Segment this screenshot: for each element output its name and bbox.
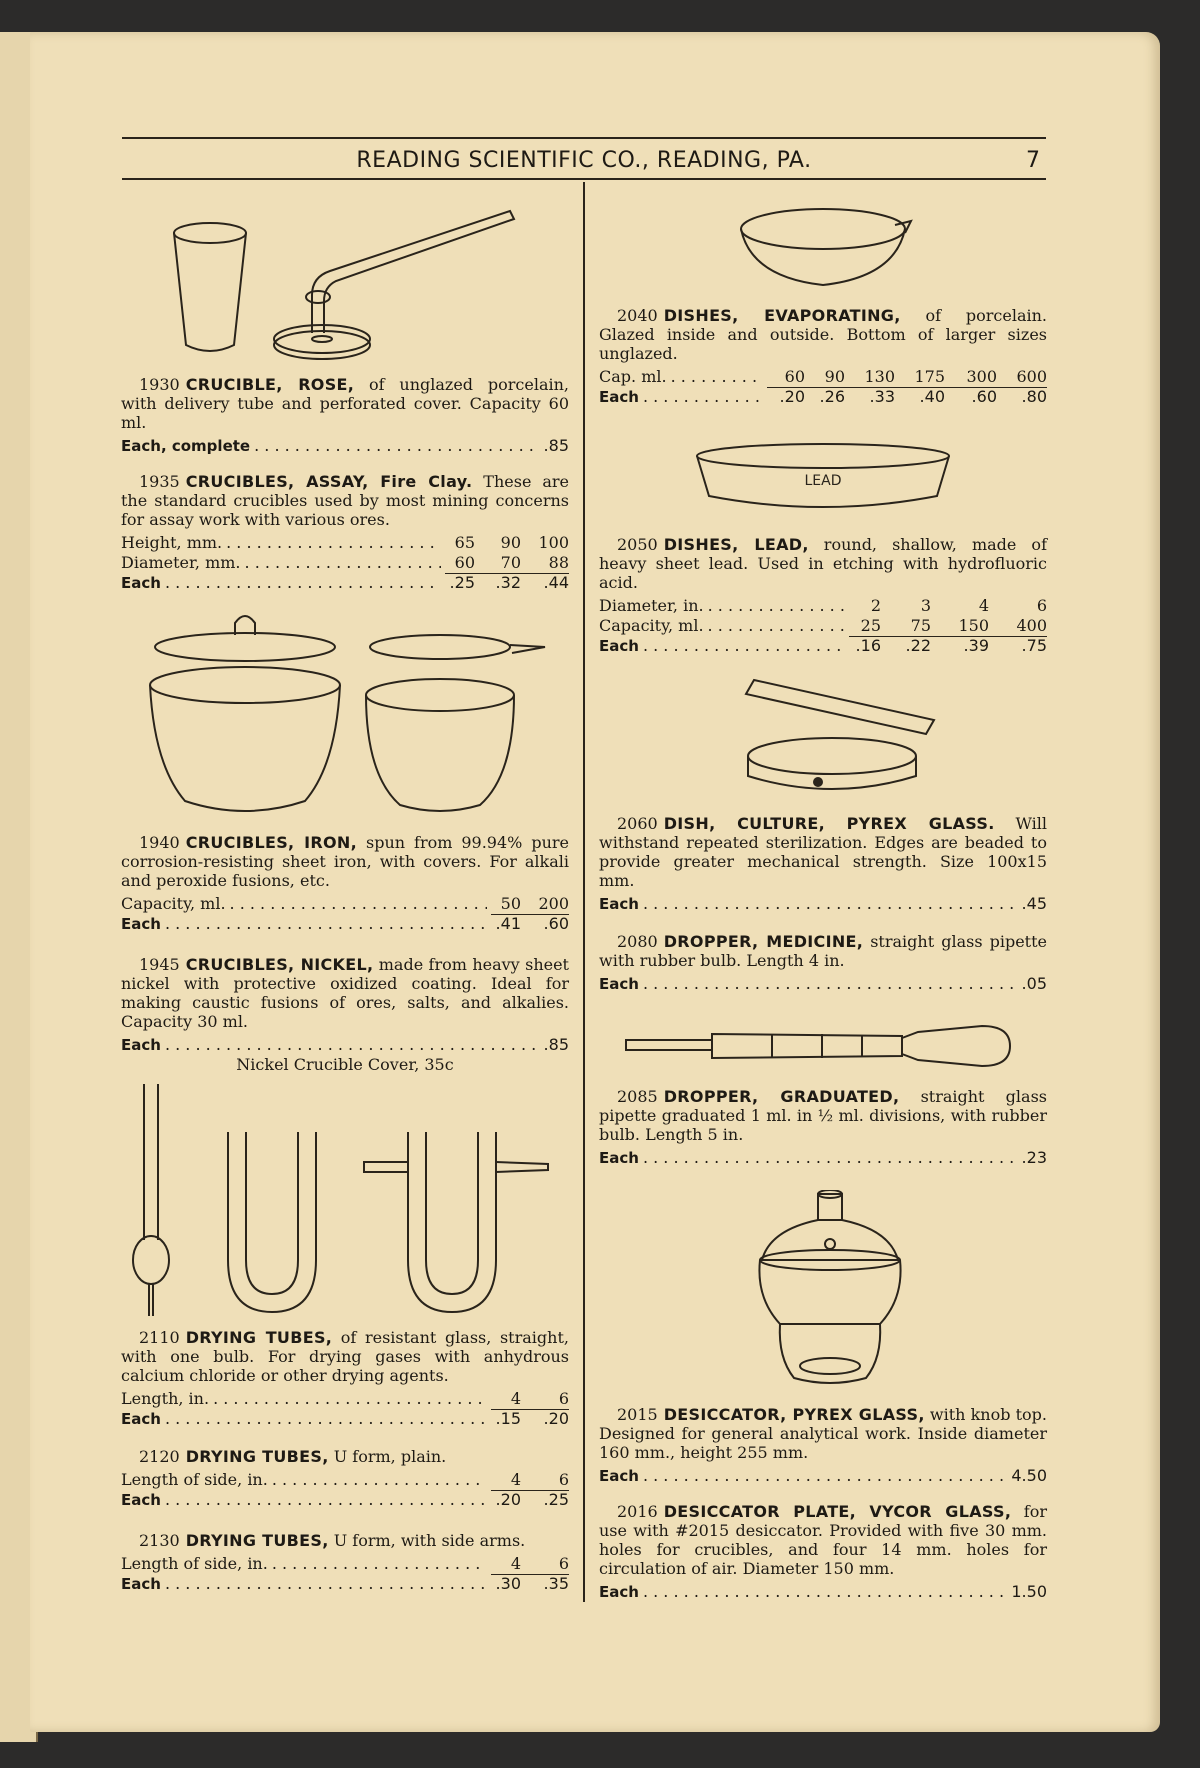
each-label: Each bbox=[121, 574, 161, 592]
price: .26 bbox=[819, 387, 845, 406]
value: 4 bbox=[978, 596, 989, 615]
item-description: straight glass pipette graduated 1 ml. in ½ ml. divisions, with rubber bulb. Length 5 in. bbox=[599, 1087, 1048, 1144]
item-2110 bbox=[121, 1328, 569, 1429]
price: .23 bbox=[1021, 1148, 1047, 1167]
value: 75 bbox=[910, 616, 931, 635]
item-title: DESICCATOR PLATE, VYCOR GLASS, bbox=[663, 1502, 1012, 1521]
price: .75 bbox=[1021, 636, 1047, 655]
item-code: 1940 bbox=[139, 833, 180, 852]
item-1945 bbox=[121, 955, 569, 1075]
value: 90 bbox=[824, 367, 845, 386]
price: .30 bbox=[495, 1574, 521, 1593]
price-row bbox=[599, 387, 1047, 407]
diameter-row bbox=[121, 553, 569, 573]
item-title: CRUCIBLES, IRON, bbox=[185, 833, 357, 852]
item-code: 2040 bbox=[617, 306, 658, 325]
value: 70 bbox=[500, 553, 521, 572]
each-label: Each bbox=[121, 1410, 161, 1428]
capacity-row bbox=[599, 616, 1047, 636]
value: 60 bbox=[454, 553, 475, 572]
row-label: Diameter, in. bbox=[599, 596, 704, 615]
price-row bbox=[121, 1490, 569, 1510]
each-label: Each, complete bbox=[121, 437, 251, 455]
item-title: DROPPER, MEDICINE, bbox=[663, 932, 864, 951]
header-rule-top bbox=[122, 137, 1046, 139]
value: 100 bbox=[538, 533, 569, 552]
item-code: 1930 bbox=[139, 375, 180, 394]
row-label: Length of side, in. bbox=[121, 1470, 268, 1489]
value: 60 bbox=[784, 367, 805, 386]
item-title: DRYING TUBES, bbox=[185, 1531, 329, 1550]
length-row bbox=[121, 1554, 569, 1574]
value: 4 bbox=[510, 1389, 521, 1408]
item-description: of resistant glass, straight, with one bulb. For drying gases with anhydrous calcium chloride or other drying agents. bbox=[121, 1328, 569, 1385]
item-title: DRYING TUBES, bbox=[185, 1328, 333, 1347]
price: .25 bbox=[449, 573, 475, 592]
item-description: with knob top. Designed for general analytical work. Inside diameter 160 mm., height 255 mm. bbox=[599, 1405, 1047, 1462]
each-label: Each bbox=[599, 388, 639, 406]
item-title: DRYING TUBES, bbox=[185, 1447, 329, 1466]
value: 50 bbox=[500, 894, 521, 913]
item-2060 bbox=[599, 814, 1047, 914]
price: .41 bbox=[495, 914, 521, 933]
price-row bbox=[599, 1582, 1047, 1602]
each-label: Each bbox=[599, 1149, 639, 1167]
row-label: Cap. ml. bbox=[599, 367, 667, 386]
value: 3 bbox=[920, 596, 931, 615]
each-label: Each bbox=[121, 1491, 161, 1509]
length-row bbox=[121, 1389, 569, 1409]
value: 400 bbox=[1016, 616, 1047, 635]
price-row bbox=[121, 436, 569, 456]
price: .39 bbox=[963, 636, 989, 655]
price: .44 bbox=[543, 573, 569, 592]
row-label: Capacity, ml. bbox=[121, 894, 226, 913]
item-2080 bbox=[599, 932, 1047, 994]
price-row bbox=[121, 1574, 569, 1594]
dish-stamp-text: LEAD bbox=[804, 473, 842, 489]
price: .80 bbox=[1021, 387, 1047, 406]
item-description: These are the standard crucibles used by most mining concerns for assay work with various ores. bbox=[121, 472, 569, 529]
lead-dish-illustration bbox=[693, 440, 953, 520]
price-row bbox=[599, 1148, 1047, 1168]
item-description: straight glass pipette with rubber bulb. Length 4 in. bbox=[599, 932, 1047, 970]
item-2130 bbox=[121, 1531, 569, 1594]
value: 6 bbox=[1036, 596, 1047, 615]
item-description: of porcelain. Glazed inside and outside. Bottom of larger sizes unglazed. bbox=[599, 306, 1047, 363]
drying-tubes-illustration bbox=[128, 1080, 568, 1320]
price: .85 bbox=[543, 436, 569, 455]
value: 6 bbox=[558, 1554, 569, 1573]
price: .35 bbox=[543, 1574, 569, 1593]
item-code: 2110 bbox=[139, 1328, 180, 1347]
item-2040 bbox=[599, 306, 1047, 407]
value: 6 bbox=[558, 1470, 569, 1489]
desiccator-illustration bbox=[750, 1190, 910, 1390]
item-description: U form, plain. bbox=[333, 1447, 447, 1466]
evaporating-dish-illustration bbox=[735, 205, 915, 295]
price: .20 bbox=[543, 1409, 569, 1428]
price: .22 bbox=[905, 636, 931, 655]
cover-note: Nickel Crucible Cover, 35c bbox=[236, 1055, 454, 1074]
row-label: Length of side, in. bbox=[121, 1554, 268, 1573]
each-label: Each bbox=[121, 1575, 161, 1593]
item-code: 2050 bbox=[617, 535, 658, 554]
each-label: Each bbox=[599, 637, 639, 655]
price: .45 bbox=[1021, 894, 1047, 913]
item-title: CRUCIBLE, ROSE, bbox=[185, 375, 355, 394]
capacity-row bbox=[121, 894, 569, 914]
item-1935 bbox=[121, 472, 569, 593]
price: .60 bbox=[971, 387, 997, 406]
price: .20 bbox=[495, 1490, 521, 1509]
graduated-dropper-illustration bbox=[622, 1018, 1016, 1074]
value: 600 bbox=[1016, 367, 1047, 386]
item-title: DISHES, EVAPORATING, bbox=[663, 306, 901, 325]
item-code: 2016 bbox=[617, 1502, 658, 1521]
value: 200 bbox=[538, 894, 569, 913]
each-label: Each bbox=[121, 1036, 161, 1054]
item-code: 2060 bbox=[617, 814, 658, 833]
value: 2 bbox=[870, 596, 881, 615]
item-title: DESICCATOR, PYREX GLASS, bbox=[663, 1405, 925, 1424]
value: 88 bbox=[548, 553, 569, 572]
rose-crucible-illustration bbox=[170, 205, 520, 365]
item-description: U form, with side arms. bbox=[333, 1531, 526, 1550]
capacity-row bbox=[599, 367, 1047, 387]
price: .33 bbox=[869, 387, 895, 406]
item-code: 2120 bbox=[139, 1447, 180, 1466]
price-row bbox=[599, 1466, 1047, 1486]
height-row bbox=[121, 533, 569, 553]
item-2120 bbox=[121, 1447, 569, 1510]
each-label: Each bbox=[121, 915, 161, 933]
header-rule-bottom bbox=[122, 178, 1046, 180]
page-header-title: READING SCIENTIFIC CO., READING, PA. bbox=[356, 148, 812, 173]
culture-dish-illustration bbox=[728, 672, 938, 802]
value: 175 bbox=[914, 367, 945, 386]
price-row bbox=[599, 894, 1047, 914]
price: .40 bbox=[919, 387, 945, 406]
item-title: DISHES, LEAD, bbox=[663, 535, 809, 554]
value: 4 bbox=[510, 1554, 521, 1573]
price-row bbox=[599, 974, 1047, 994]
price-row bbox=[121, 1409, 569, 1429]
item-title: CRUCIBLES, NICKEL, bbox=[185, 955, 374, 974]
price-row bbox=[121, 1035, 569, 1055]
price: .85 bbox=[543, 1035, 569, 1054]
item-title: DROPPER, GRADUATED, bbox=[663, 1087, 900, 1106]
price-row bbox=[121, 914, 569, 934]
row-label: Height, mm. bbox=[121, 533, 223, 552]
row-label: Length, in. bbox=[121, 1389, 210, 1408]
page-number: 7 bbox=[1026, 148, 1040, 173]
item-description: for use with #2015 desiccator. Provided with five 30 mm. holes for crucibles, and four 14 mm. holes for circulation of air. Diameter 150 mm. bbox=[599, 1502, 1047, 1578]
row-label: Diameter, mm. bbox=[121, 553, 241, 572]
item-title: DISH, CULTURE, PYREX GLASS. bbox=[663, 814, 995, 833]
each-label: Each bbox=[599, 1583, 639, 1601]
value: 90 bbox=[500, 533, 521, 552]
price: .32 bbox=[495, 573, 521, 592]
item-description: round, shallow, made of heavy sheet lead. Used in etching with hydrofluoric acid. bbox=[599, 535, 1047, 592]
price: .20 bbox=[779, 387, 805, 406]
item-2050 bbox=[599, 535, 1047, 656]
item-1930 bbox=[121, 375, 569, 456]
value: 25 bbox=[860, 616, 881, 635]
price: 4.50 bbox=[1011, 1466, 1047, 1485]
item-2015 bbox=[599, 1405, 1047, 1486]
price-row bbox=[599, 636, 1047, 656]
item-description: Will withstand repeated sterilization. Edges are beaded to provide greater mechanical strength. Size 100x15 mm. bbox=[599, 814, 1047, 890]
price-row bbox=[121, 573, 569, 593]
row-label: Capacity, ml. bbox=[599, 616, 704, 635]
value: 4 bbox=[510, 1470, 521, 1489]
price: .60 bbox=[543, 914, 569, 933]
iron-crucibles-illustration bbox=[140, 605, 560, 825]
value: 150 bbox=[958, 616, 989, 635]
item-title: CRUCIBLES, ASSAY, Fire Clay. bbox=[185, 472, 473, 491]
price: .16 bbox=[855, 636, 881, 655]
price: 1.50 bbox=[1011, 1582, 1047, 1601]
price: .25 bbox=[543, 1490, 569, 1509]
item-description: spun from 99.94% pure corrosion-resisting sheet iron, with covers. For alkali and peroxide fusions, etc. bbox=[121, 833, 570, 890]
item-1940 bbox=[121, 833, 569, 934]
item-code: 2085 bbox=[617, 1087, 658, 1106]
item-description: made from heavy sheet nickel with protective oxidized coating. Ideal for making caustic fusions of ores, salts, and alkalies. Capacity 30 ml. bbox=[121, 955, 569, 1031]
each-label: Each bbox=[599, 975, 639, 993]
item-code: 2015 bbox=[617, 1405, 658, 1424]
item-2085 bbox=[599, 1087, 1047, 1168]
value: 130 bbox=[864, 367, 895, 386]
item-code: 1945 bbox=[139, 955, 180, 974]
value: 300 bbox=[966, 367, 997, 386]
length-row bbox=[121, 1470, 569, 1490]
diameter-row bbox=[599, 596, 1047, 616]
item-code: 1935 bbox=[139, 472, 180, 491]
price: .15 bbox=[495, 1409, 521, 1428]
value: 6 bbox=[558, 1389, 569, 1408]
item-code: 2080 bbox=[617, 932, 658, 951]
each-label: Each bbox=[599, 895, 639, 913]
each-label: Each bbox=[599, 1467, 639, 1485]
value: 65 bbox=[454, 533, 475, 552]
item-description: of unglazed porcelain, with delivery tube and perforated cover. Capacity 60 ml. bbox=[121, 375, 569, 432]
column-divider bbox=[583, 182, 585, 1602]
item-2016 bbox=[599, 1502, 1047, 1602]
item-code: 2130 bbox=[139, 1531, 180, 1550]
price: .05 bbox=[1021, 974, 1047, 993]
